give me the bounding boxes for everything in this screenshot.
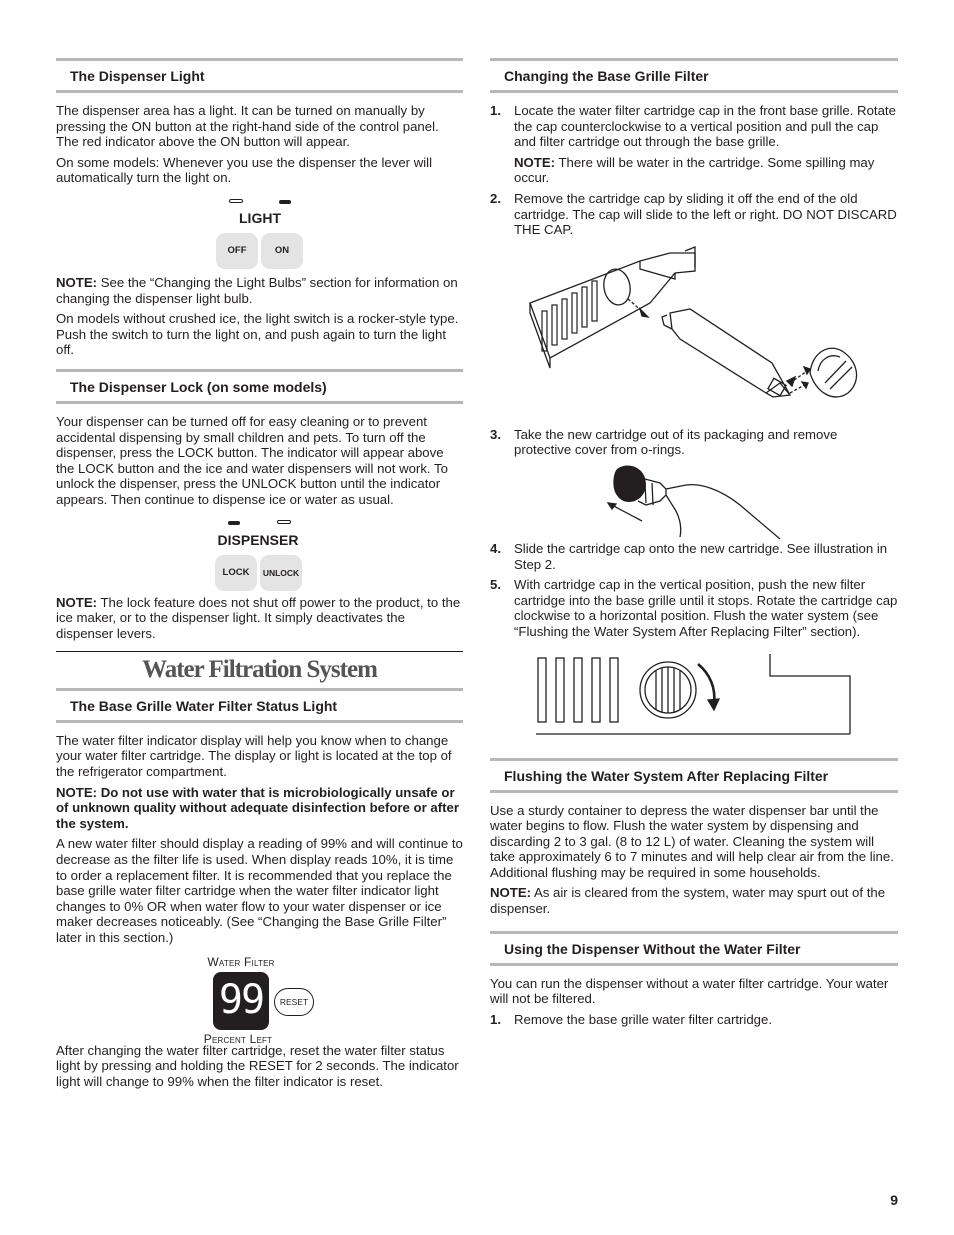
reset-button[interactable]: RESET: [274, 988, 314, 1016]
changing-filter-steps-cont: [490, 427, 898, 458]
status-light-p4: After changing the water filter cartridge, reset the water filter status light by pressing and holding the RESET for 2 seconds. The indicator light will change to 99% when the filter indicator is reset.: [56, 1042, 459, 1089]
dispenser-lock-heading: The Dispenser Lock (on some models): [56, 369, 463, 404]
list-item: 5. With cartridge cap in the vertical position, push the new filter cartridge into the base grille until it stops. Rotate the cartridge cap clockwise to a horizontal position. Flush the water system (see “Flushing the Water System After Replacing Filter” section).: [490, 577, 898, 639]
protective-cover-illustration: [490, 461, 898, 541]
light-off-button[interactable]: OFF: [216, 233, 258, 269]
changing-filter-heading: Changing the Base Grille Filter: [490, 58, 898, 93]
note-text: The lock feature does not shut off power to the product, to the ice maker, or to the dispenser light. It simply deactivates the dispenser levers.: [56, 594, 461, 641]
step-text: Slide the cartridge cap onto the new cartridge. See illustration in Step 2.: [514, 540, 888, 572]
step-text: Remove the cartridge cap by sliding it off the end of the old cartridge. The cap will slide to the left or right. DO NOT DISCARD THE CAP.: [514, 190, 897, 238]
step-text: Remove the base grille water filter cartridge.: [514, 1011, 772, 1027]
note-label: NOTE:: [490, 885, 532, 901]
percent-left-label: Percent Left: [203, 1031, 273, 1046]
light-off-indicator: [229, 199, 243, 203]
dispenser-light-p1: The dispenser area has a light. It can be turned on manually by pressing the ON button at the right-hand side of the control panel. The red indicator above the ON button will appear.: [56, 103, 439, 150]
light-control-panel: [56, 191, 463, 275]
note-text: As air is cleared from the system, water may spurt out of the dispenser.: [490, 885, 886, 917]
percent-value: 99: [218, 976, 264, 1023]
status-light-p3: A new water filter should display a reading of 99% and will continue to decrease as the filter life is used. When display reads 10%, it is time to order a replacement filter. It is recommended that you replace the base grille water filter cartridge when the water filter indicator light changes to 0% OR when water flow to your water dispenser or ice maker decreases noticeably. (See “Changing the Base Grille Filter” later in this section.): [56, 836, 463, 945]
cartridge-removal-illustration: [490, 243, 898, 427]
note-label: NOTE:: [56, 594, 98, 610]
insert-rotate-illustration: [490, 646, 898, 738]
light-on-indicator: [279, 200, 291, 204]
dispenser-light-p3: On models without crushed ice, the light switch is a rocker-style type. Push the switch to turn the light on, and push again to turn the light off.: [56, 311, 459, 358]
unlock-indicator: [277, 520, 291, 524]
water-filter-label: Water Filter: [207, 954, 275, 969]
list-item: 4. Slide the cartridge cap onto the new cartridge. See illustration in Step 2.: [490, 540, 888, 572]
dispenser-panel-label: DISPENSER: [217, 531, 299, 548]
without-filter-steps: [490, 1012, 898, 1028]
note-text: See the “Changing the Light Bulbs” section for information on changing the dispenser light bulb.: [56, 274, 458, 306]
flushing-p1: Use a sturdy container to depress the water dispenser bar until the water begins to flow. Flush the water system by dispensing and discarding 2 to 3 gal. (8 to 12 L) of water. Cleaning the system will take approximately 6 to 7 minutes and will help clear air from the line. Additional flushing may be required in some households.: [490, 802, 894, 880]
step-text: Locate the water filter cartridge cap in the front base grille. Rotate the cap counterclockwise to a vertical position and pull the cap and filter cartridge out through the base grille.: [514, 103, 896, 150]
dispenser-control-panel: [56, 513, 463, 595]
without-filter-heading: Using the Dispenser Without the Water Filter: [490, 931, 898, 966]
right-column: [490, 58, 898, 1032]
lock-indicator: [228, 521, 240, 525]
status-light-p1: The water filter indicator display will help you know when to change your water filter cartridge. The display or light is located at the top of the refrigerator compartment.: [56, 732, 452, 780]
list-item: 1. Remove the base grille water filter cartridge.: [490, 1011, 772, 1027]
changing-filter-steps-cont2: [490, 541, 898, 640]
page-number: 9: [890, 1192, 898, 1208]
changing-filter-steps: [490, 103, 898, 238]
step-text: Take the new cartridge out of its packaging and remove protective cover from o-rings.: [514, 426, 838, 458]
dispenser-lock-p1: Your dispenser can be turned off for easy cleaning or to prevent accidental dispensing by small children and pets. To turn off the dispenser, press the LOCK button. The indicator will appear above the LOCK button and the ice and water dispensers will not work. To unlock the dispenser, press the UNLOCK button until the indicator appears. Then continue to dispense ice or water as usual.: [56, 413, 448, 507]
without-filter-p1: You can run the dispenser without a water filter cartridge. Your water will not be filtered.: [490, 975, 889, 1007]
percent-display: [213, 972, 269, 1030]
note-label: NOTE:: [56, 274, 98, 290]
unlock-button[interactable]: UNLOCK: [260, 555, 302, 591]
flushing-note: [490, 885, 898, 916]
light-on-button[interactable]: ON: [261, 233, 303, 269]
list-item: 1. Locate the water filter cartridge cap in the front base grille. Rotate the cap counterclockwise to a vertical position and pull the cap and filter cartridge out through the base grille. NOTE: There will be water in the cartridge. Some spilling may occur.: [490, 103, 898, 186]
step-note: NOTE: There will be water in the cartridge. Some spilling may occur.: [514, 154, 875, 186]
dispenser-light-heading: The Dispenser Light: [56, 58, 463, 93]
left-column: [56, 58, 463, 1094]
light-panel-label: LIGHT: [239, 209, 281, 226]
dispenser-lock-note: [56, 595, 463, 642]
status-light-heading: The Base Grille Water Filter Status Light: [56, 688, 463, 723]
water-filter-display: [56, 951, 463, 1046]
water-filtration-title: Water Filtration System: [142, 656, 377, 684]
step-text: With cartridge cap in the vertical position, push the new filter cartridge into the base grille until it stops. Rotate the cartridge cap clockwise to a horizontal position. Flush the water system (see “Flushing the Water System After Replacing Filter” section).: [514, 577, 898, 639]
flushing-heading: Flushing the Water System After Replacing Filter: [490, 758, 898, 793]
status-light-p2: NOTE: Do not use with water that is microbiologically unsafe or of unknown quality without adequate disinfection before or after the system.: [56, 784, 459, 831]
list-item: 3. Take the new cartridge out of its packaging and remove protective cover from o-rings.: [490, 426, 838, 458]
dispenser-light-p2: On some models: Whenever you use the dispenser the lever will automatically turn the light on.: [56, 154, 433, 186]
lock-button[interactable]: LOCK: [215, 555, 257, 591]
dispenser-light-note: [56, 275, 463, 306]
list-item: 2. Remove the cartridge cap by sliding it off the end of the old cartridge. The cap will slide to the left or right. DO NOT DISCARD THE CAP.: [490, 190, 897, 238]
